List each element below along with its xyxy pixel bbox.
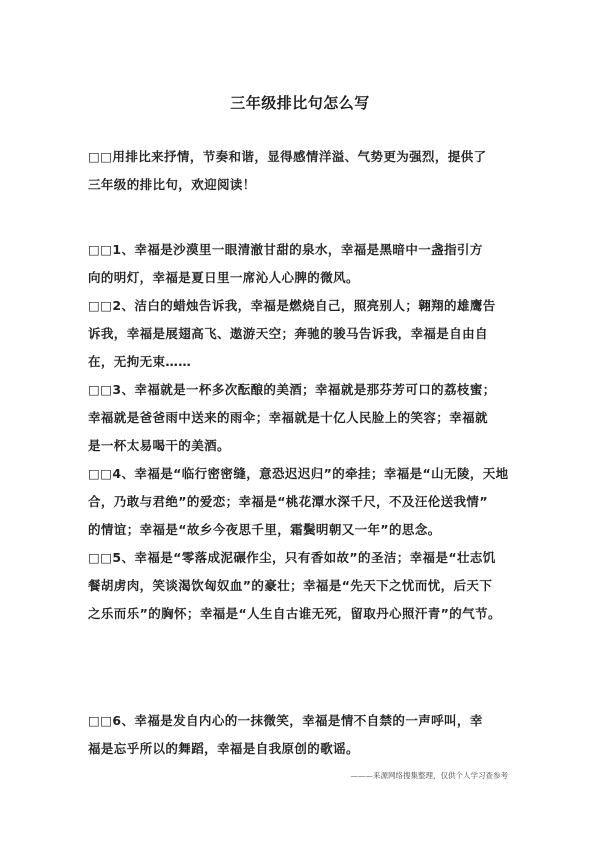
text-line: 诉我，幸福是展翅高飞、遨游天空；奔驰的骏马告诉我，幸福是自由自 xyxy=(88,326,488,341)
text-line: 幸福就是爸爸雨中送来的雨伞；幸福就是十亿人民脸上的笑容；幸福就 xyxy=(88,410,488,425)
example-six xyxy=(88,707,518,763)
text-line: 合，乃敢与君绝”的爱恋；幸福是“桃花潭水深千尺，不及汪伦送我情” xyxy=(88,494,488,509)
examples-list xyxy=(88,236,518,628)
text-line: 向的明灯，幸福是夏日里一席沁人心脾的微风。 xyxy=(88,270,359,285)
text-line: 在，无拘无束…… xyxy=(88,354,192,369)
text-line: □□6、幸福是发自内心的一抹微笑，幸福是情不自禁的一声呼叫，幸 xyxy=(88,713,483,728)
intro-paragraph xyxy=(88,143,518,199)
text-line: □□1、幸福是沙漠里一眼清澈甘甜的泉水，幸福是黑暗中一盏指引方 xyxy=(88,242,483,257)
source-footer: ———来源网络搜集整理，仅供个人学习查参考 xyxy=(350,771,508,780)
text-line: 福是忘乎所以的舞蹈，幸福是自我原创的歌谣。 xyxy=(88,741,359,756)
text-line: □□4、幸福是“临行密密缝，意恐迟迟归”的牵挂；幸福是“山无陵，天地 xyxy=(88,466,509,481)
document-title: 三年级排比句怎么写 xyxy=(230,94,370,112)
text-line: □□3、幸福就是一杯多次酝酿的美酒；幸福就是那芬芳可口的荔枝蜜； xyxy=(88,382,496,397)
text-line: □□用排比来抒情，节奏和谐，显得感情洋溢、气势更为强烈，提供了 xyxy=(88,149,487,164)
text-line: □□2、洁白的蜡烛告诉我，幸福是燃烧自己，照亮别人；翱翔的雄鹰告 xyxy=(88,298,496,313)
text-line: □□5、幸福是“零落成泥碾作尘，只有香如故”的圣洁；幸福是“壮志饥 xyxy=(88,550,496,565)
text-line: 餐胡虏肉，笑谈渴饮匈奴血”的豪壮；幸福是“先天下之忧而忧，后天下 xyxy=(88,578,493,593)
text-line: 之乐而乐”的胸怀；幸福是“人生自古谁无死，留取丹心照汗青”的气节。 xyxy=(88,606,501,621)
text-line: 是一杯太易喝干的美酒。 xyxy=(88,438,230,453)
text-line: 的情谊；幸福是“故乡今夜思千里，霜鬓明朝又一年”的思念。 xyxy=(88,522,441,537)
text-line: 三年级的排比句，欢迎阅读！ xyxy=(88,177,256,192)
